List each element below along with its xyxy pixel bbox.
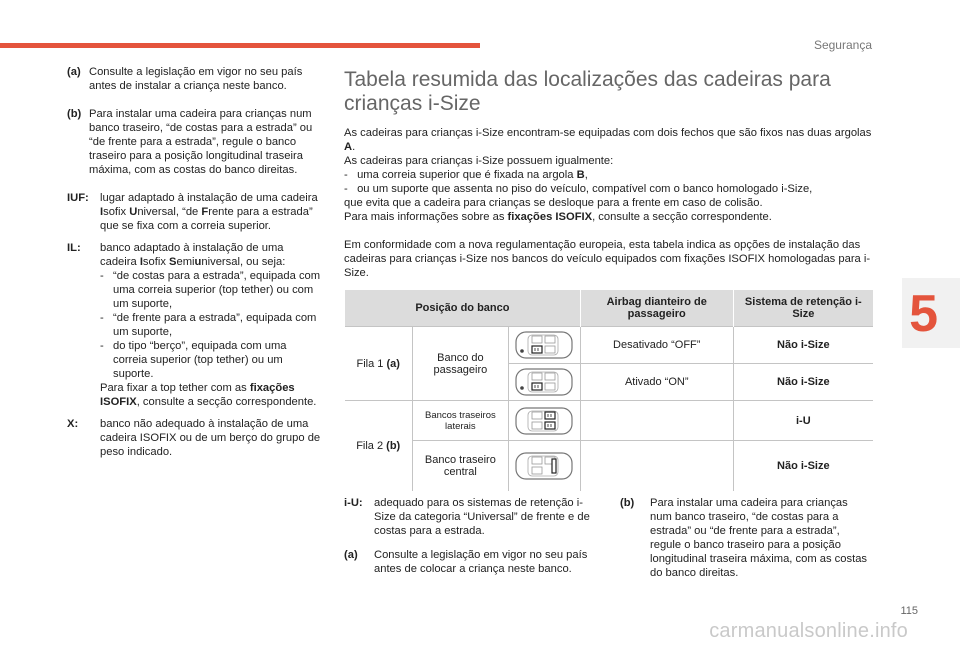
definition-text: banco adaptado à instalação de uma cadeira Isofix Semiuniversal, ou seja: - “de costas para a estrada”, equipada com uma correia superior (top tether) ou com um suporte, - “de frente para a estrada”, equipada com um suporte, - do tipo “berço”, equipada com uma correia superior (top tether) ou um suporte. Para fixar a top tether com as fixações ISOFIX, consulte a secção correspondente. xyxy=(100,242,321,408)
note-b xyxy=(620,496,870,580)
definition-x xyxy=(67,417,322,459)
seat-cell: Banco do passageiro xyxy=(412,327,508,401)
table-row xyxy=(345,327,874,364)
car-seat-diagram-icon xyxy=(508,441,580,491)
system-cell: Não i-Size xyxy=(733,441,873,491)
isize-summary-table xyxy=(344,290,873,491)
definition-text: banco não adequado à instalação de uma cadeira ISOFIX ou de um berço do grupo de peso indicado. xyxy=(100,418,321,458)
bottom-notes-left xyxy=(344,496,594,586)
list-item: - “de costas para a estrada”, equipada com uma correia superior (top tether) ou com um suporte, xyxy=(100,270,321,310)
note-text: Consulte a legislação em vigor no seu país antes de colocar a criança neste banco. xyxy=(374,549,588,575)
table-header-row xyxy=(345,290,874,327)
definition-key: X: xyxy=(67,418,79,430)
row-label: Fila 1 (a) xyxy=(345,327,413,401)
main-content xyxy=(344,68,874,280)
table-row xyxy=(345,401,874,441)
paragraph: As cadeiras para crianças i-Size possuem igualmente: xyxy=(344,155,614,167)
definition-il xyxy=(67,241,322,409)
airbag-cell: Desativado “OFF” xyxy=(580,327,733,364)
column-header: Sistema de retenção i-Size xyxy=(733,290,873,327)
paragraph: Para mais informações sobre as fixações ISOFIX, consulte a secção correspondente. xyxy=(344,211,772,223)
definition-iuf xyxy=(67,191,322,233)
bullet-item: - ou um suporte que assenta no piso do veículo, compatível com o banco homologado i-Size, xyxy=(344,183,813,195)
isofix-reference: Para fixar a top tether com as fixações ISOFIX, consulte a secção correspondente. xyxy=(100,382,317,408)
column-header: Airbag dianteiro de passageiro xyxy=(580,290,733,327)
definition-text: adequado para os sistemas de retenção i-Size da categoria “Universal” de frente e de costas para a estrada. xyxy=(374,497,590,537)
system-cell: Não i-Size xyxy=(733,327,873,364)
regulation-paragraph: Em conformidade com a nova regulamentação europeia, esta tabela indica as opções de instalação das cadeiras para crianças i-Size nos bancos do veículo equipados com fixações ISOFIX homologadas para i-Size. xyxy=(344,239,871,279)
definition-text: lugar adaptado à instalação de uma cadeira Isofix Universal, “de Frente para a estrada” que se fixa com a correia superior. xyxy=(100,192,318,232)
note-text: Para instalar uma cadeira para crianças num banco traseiro, “de costas para a estrada” ou “de frente para a estrada”, regule o banco traseiro para a posição longitudinal traseira máxima, com as costas do banco direitas. xyxy=(650,497,868,579)
chapter-number: 5 xyxy=(909,285,938,343)
bullet-item: - uma correia superior que é fixada na argola B, xyxy=(344,169,588,181)
definition-key: IL: xyxy=(67,242,81,254)
note-key: (b) xyxy=(67,108,82,120)
system-cell: Não i-Size xyxy=(733,364,873,401)
watermark: carmanualsonline.info xyxy=(709,620,908,642)
system-cell: i-U xyxy=(733,401,873,441)
definition-key: IUF: xyxy=(67,192,89,204)
paragraph: que evita que a cadeira para crianças se desloque para a frente em caso de colisão. xyxy=(344,197,763,209)
note-key: (b) xyxy=(620,497,635,509)
section-title: Segurança xyxy=(813,38,872,52)
airbag-cell xyxy=(580,401,733,441)
airbag-cell xyxy=(580,441,733,491)
page-number: 115 xyxy=(900,605,918,617)
note-key: (a) xyxy=(344,549,358,561)
intro-paragraph: As cadeiras para crianças i-Size encontram-se equipadas com dois fechos que são fixos nas duas argolas A. xyxy=(344,127,872,153)
note-text: Consulte a legislação em vigor no seu país antes de instalar a criança neste banco. xyxy=(89,66,303,92)
note-a xyxy=(67,65,322,93)
car-seat-diagram-icon xyxy=(508,401,580,441)
header-accent-bar xyxy=(0,43,480,48)
column-header: Posição do banco xyxy=(345,290,581,327)
list-item: - “de frente para a estrada”, equipada com um suporte, xyxy=(100,312,317,338)
definition-key: i-U: xyxy=(344,497,363,509)
note-b xyxy=(67,107,322,177)
note-key: (a) xyxy=(67,66,81,78)
car-seat-diagram-icon xyxy=(508,327,580,364)
table-row xyxy=(345,441,874,491)
definition-iu xyxy=(344,496,594,538)
seat-cell: Bancos traseiros laterais xyxy=(412,401,508,441)
page-title: Tabela resumida das localizações das cadeiras para crianças i-Size xyxy=(344,68,831,115)
car-seat-diagram-icon xyxy=(508,364,580,401)
left-column xyxy=(67,65,322,467)
bottom-notes-right xyxy=(620,496,870,590)
list-item: - do tipo “berço”, equipada com uma correia superior (top tether) ou um suporte. xyxy=(100,340,287,380)
note-a xyxy=(344,548,594,576)
seat-cell: Banco traseiro central xyxy=(412,441,508,491)
row-label: Fila 2 (b) xyxy=(345,401,413,491)
note-text: Para instalar uma cadeira para crianças num banco traseiro, “de costas para a estrada” ou “de frente para a estrada”, regule o banco traseiro para a posição longitudinal traseira máxima, com as costas do banco direitas. xyxy=(89,108,313,176)
airbag-cell: Ativado “ON” xyxy=(580,364,733,401)
